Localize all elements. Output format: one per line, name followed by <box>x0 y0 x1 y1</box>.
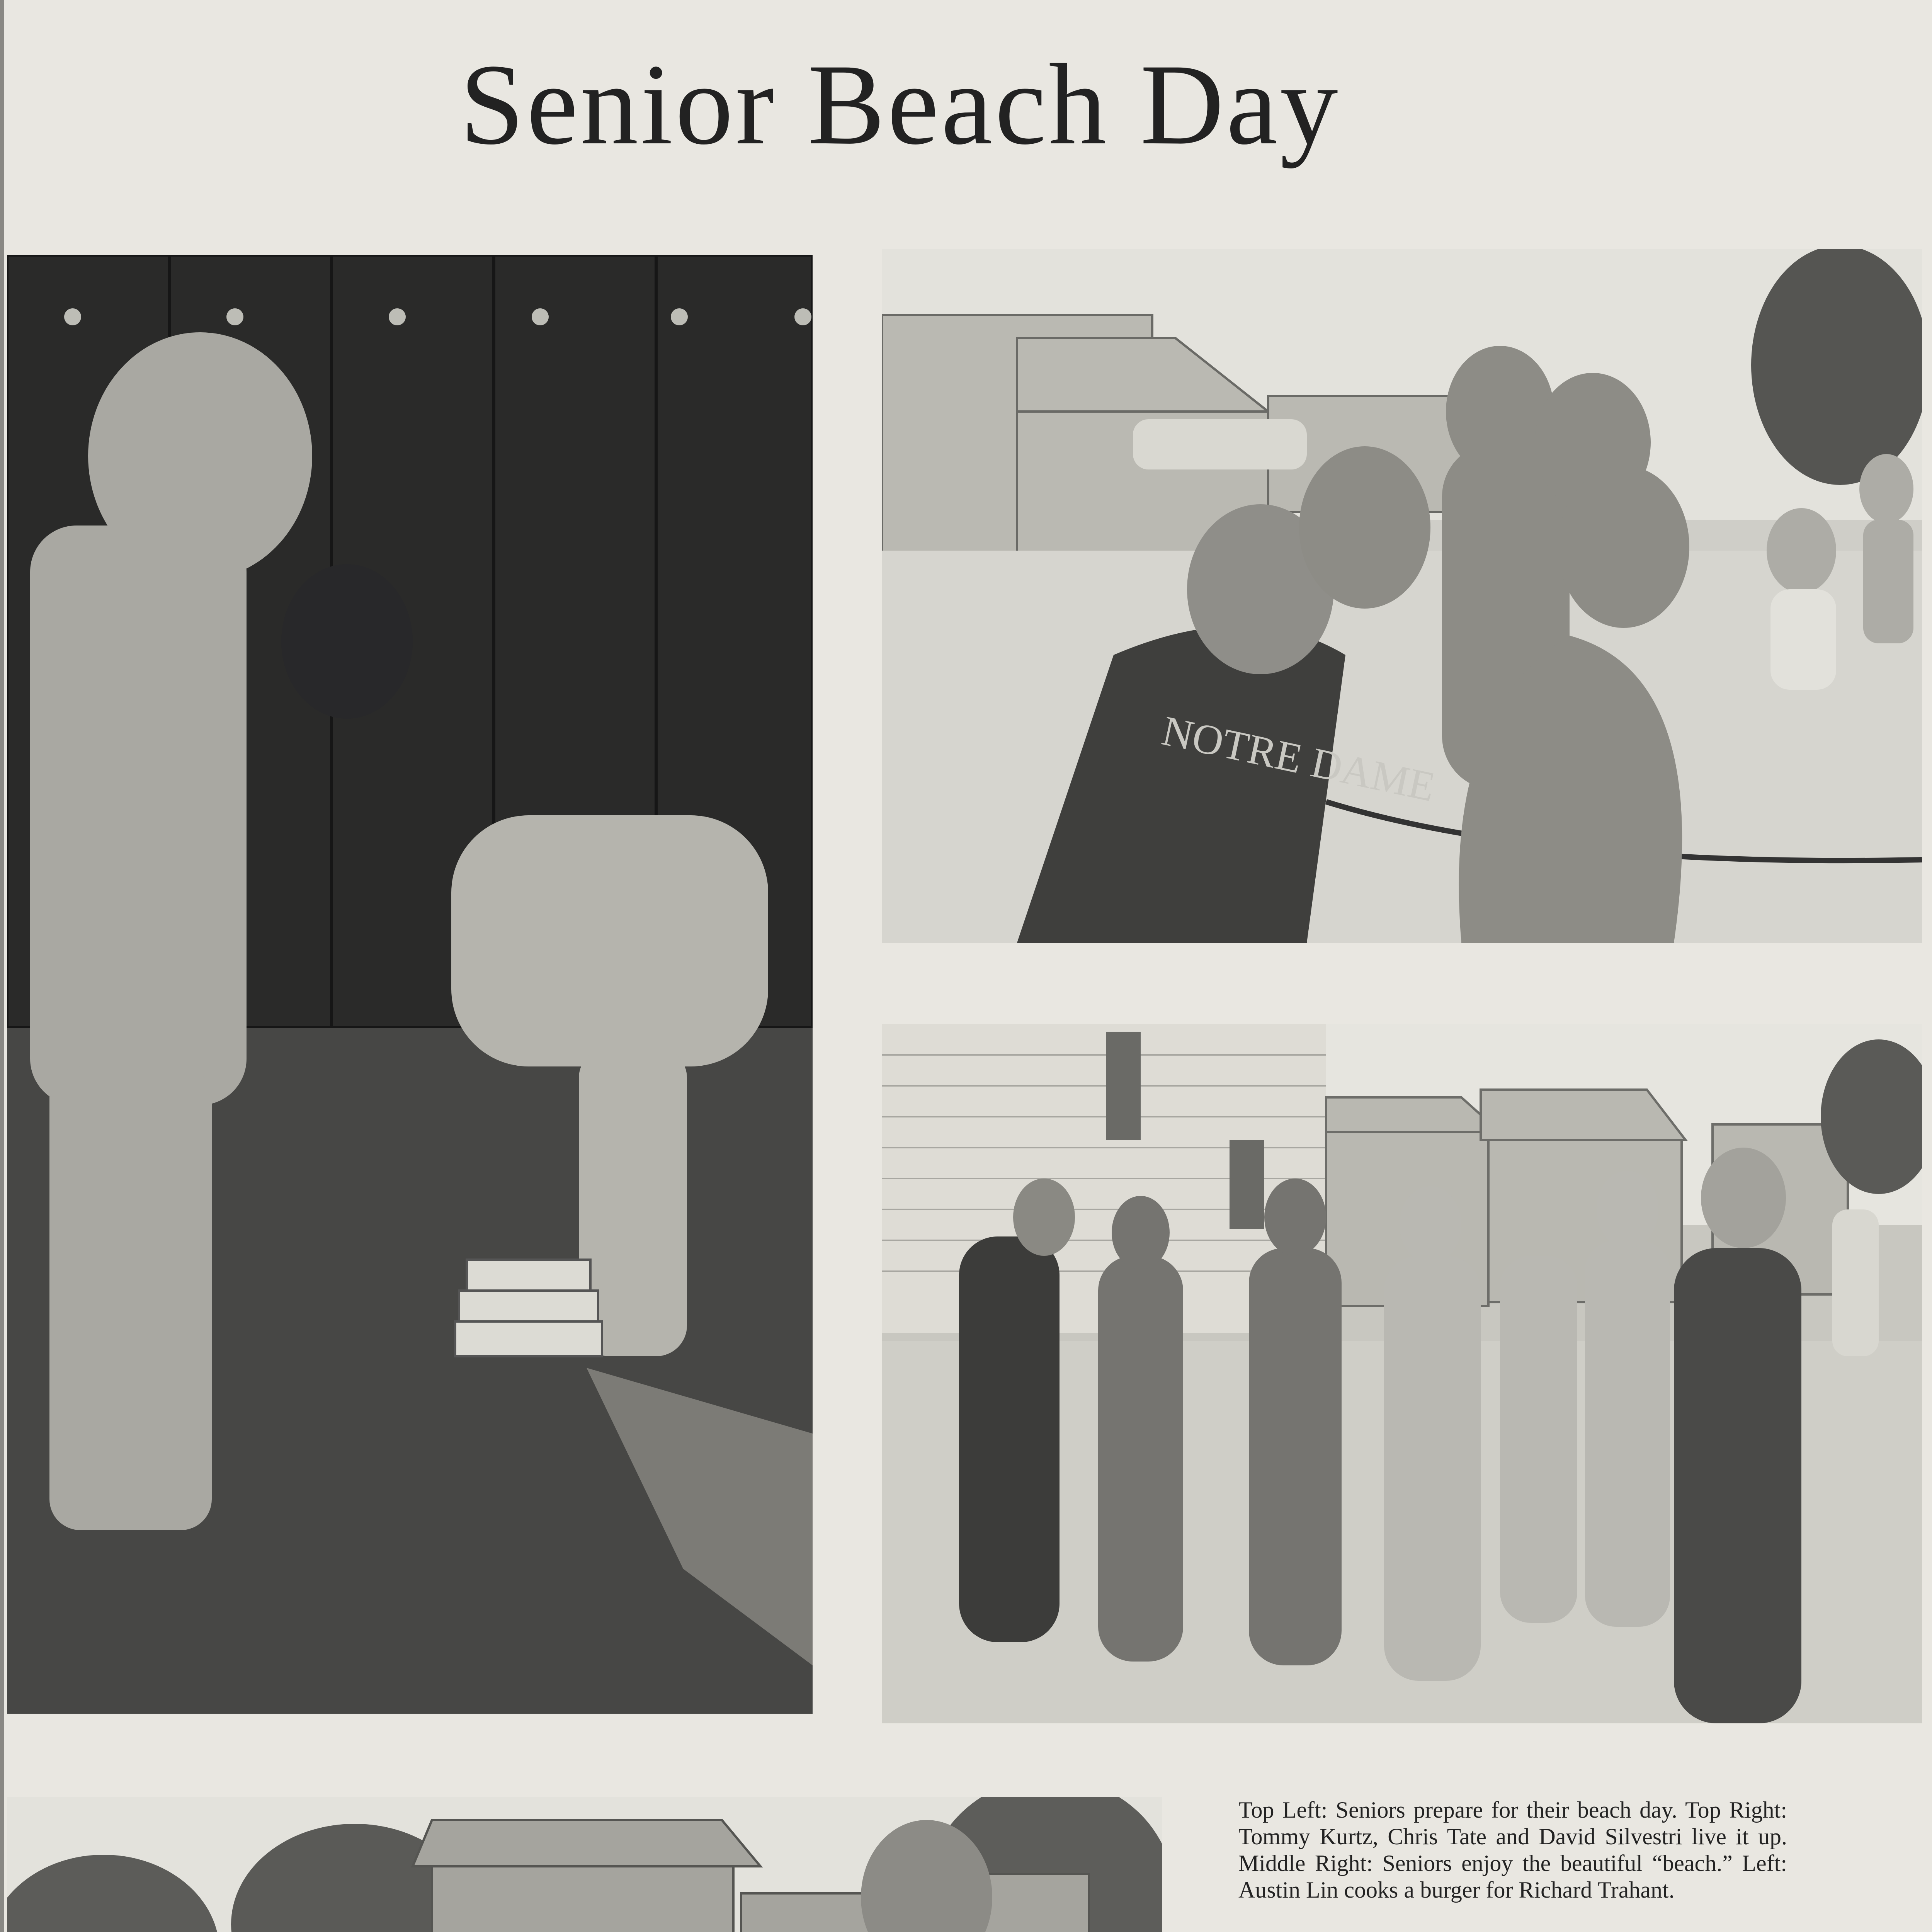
photo-lockers <box>7 255 813 1714</box>
photo-grilling <box>7 1797 1162 1932</box>
page-title: Senior Beach Day <box>460 40 1340 168</box>
photo-kurtz-tate-silvestri <box>882 249 1922 943</box>
photo-caption: Top Left: Seniors prepare for their beach day. Top Right: Tommy Kurtz, Chris Tate and David Silvestri live it up. Middle Right: Seniors enjoy the beautiful “beach.” Left: Austin Lin cooks a burger for Richard Trahant. <box>1238 1797 1787 1903</box>
photo-seniors-beach <box>882 1024 1922 1723</box>
page-binding-edge <box>0 0 4 1932</box>
shirt-lettering: NOTRE DAME <box>1158 707 1439 811</box>
